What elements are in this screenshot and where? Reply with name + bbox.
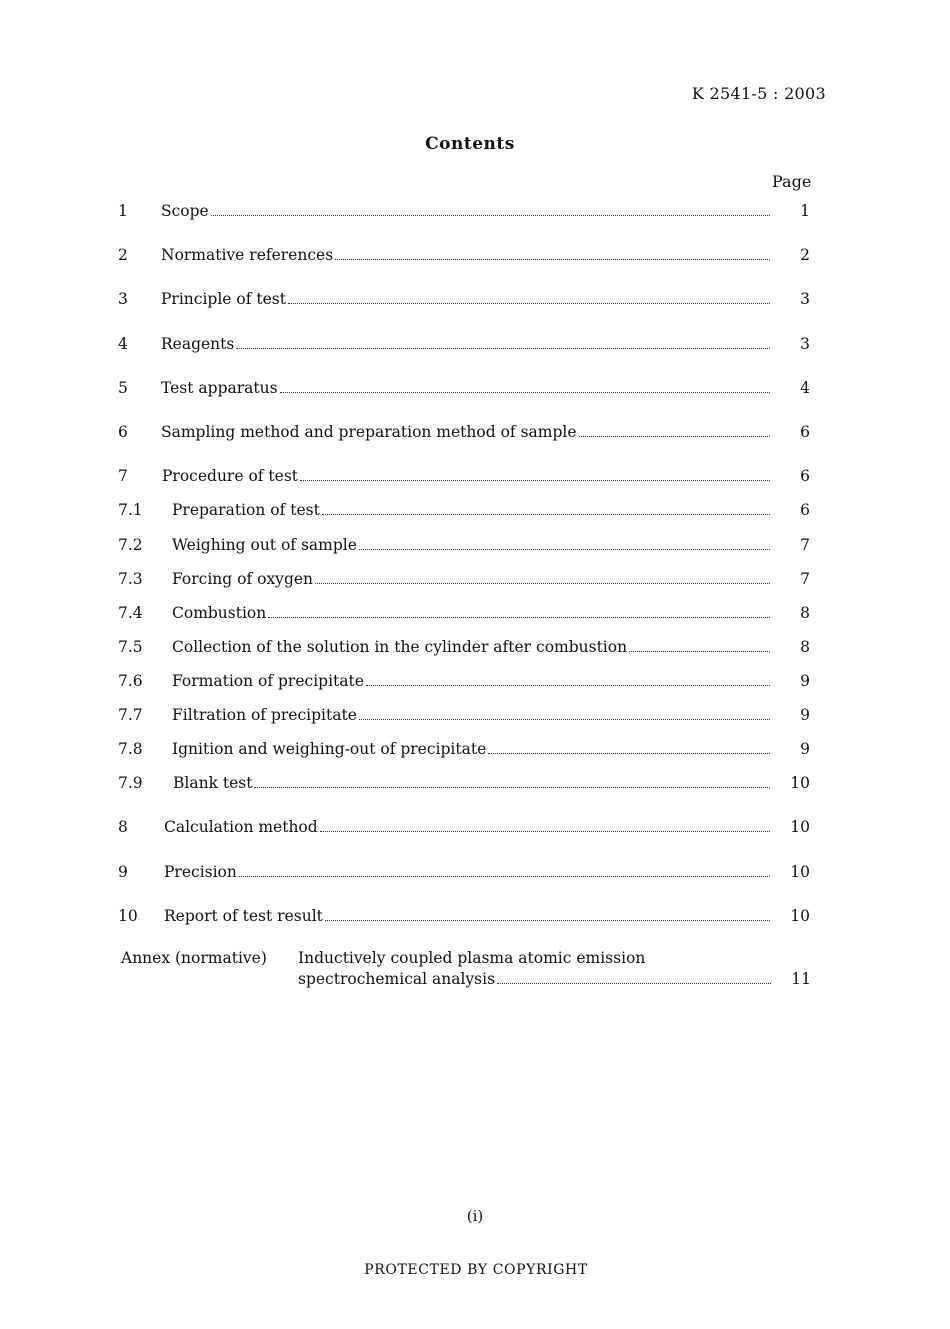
toc-entry-label: Scope (161, 202, 209, 220)
toc-entry[interactable] (118, 738, 810, 760)
dot-leader (335, 259, 770, 260)
toc-entry-number: 8 (118, 818, 128, 836)
toc-entry-label: Ignition and weighing-out of precipitate (172, 740, 487, 758)
toc-entry-page: 9 (800, 740, 810, 758)
toc-entry-number: 7 (118, 467, 128, 485)
toc-entry-number: 4 (118, 335, 128, 353)
toc-entry-label: Precision (164, 863, 237, 881)
toc-entry[interactable] (118, 636, 810, 658)
toc-entry-page: 7 (800, 536, 810, 554)
toc-entry-label: Collection of the solution in the cylinder after combustion (172, 638, 628, 656)
toc-entry[interactable] (118, 704, 810, 726)
dot-leader (211, 215, 770, 216)
toc-entry-label: Test apparatus (161, 379, 278, 397)
toc-entry-page: 10 (790, 863, 810, 881)
toc-entry-page: 10 (790, 907, 810, 925)
toc-entry-label: Calculation method (164, 818, 318, 836)
toc-entry[interactable] (118, 534, 810, 556)
toc-entry-number: 7.7 (118, 706, 143, 724)
toc-entry-number: 7.9 (118, 774, 143, 792)
toc-entry-label: Principle of test (161, 290, 286, 308)
toc-entry-label: Blank test (173, 774, 253, 792)
dot-leader (280, 392, 770, 393)
toc-entry-number: 7.4 (118, 604, 143, 622)
toc-entry-number: 7.6 (118, 672, 143, 690)
toc-entry-page: 8 (800, 638, 810, 656)
toc-entry-number: 7.2 (118, 536, 143, 554)
dot-leader (497, 983, 771, 984)
toc-entry-label: Preparation of test (172, 501, 320, 519)
toc-entry[interactable] (118, 288, 810, 310)
toc-entry[interactable] (118, 772, 810, 794)
toc-entry[interactable] (118, 200, 810, 222)
toc-entry-label: Combustion (172, 604, 267, 622)
toc-entry-page: 9 (800, 672, 810, 690)
dot-leader (320, 831, 770, 832)
toc-entry-page: 6 (800, 501, 810, 519)
toc-entry-page: 6 (800, 467, 810, 485)
contents-title: Contents (425, 134, 515, 154)
dot-leader (239, 876, 770, 877)
toc-entry[interactable] (118, 421, 810, 443)
toc-entry-number: 3 (118, 290, 128, 308)
dot-leader (488, 753, 770, 754)
toc-entry-label: Filtration of precipitate (172, 706, 357, 724)
toc-entry-page: 10 (790, 818, 810, 836)
dot-leader (325, 920, 770, 921)
toc-entry-page: 3 (800, 290, 810, 308)
toc-entry-label: Weighing out of sample (172, 536, 357, 554)
dot-leader (629, 651, 770, 652)
toc-entry-label: Reagents (161, 335, 235, 353)
copyright-notice: PROTECTED BY COPYRIGHT (364, 1262, 588, 1278)
toc-entry-label: Normative references (161, 246, 334, 264)
toc-entry-page: 6 (800, 423, 810, 441)
dot-leader (366, 685, 770, 686)
toc-entry-label: Formation of precipitate (172, 672, 364, 690)
annex-label: Annex (normative) (121, 949, 267, 967)
toc-entry[interactable] (118, 861, 810, 883)
toc-entry-number: 9 (118, 863, 128, 881)
toc-entry[interactable] (118, 465, 810, 487)
page-number: (i) (466, 1207, 484, 1225)
dot-leader (288, 303, 770, 304)
toc-entry-page: 4 (800, 379, 810, 397)
toc-entry-number: 2 (118, 246, 128, 264)
toc-entry[interactable] (118, 568, 810, 590)
toc-entry[interactable] (118, 905, 810, 927)
toc-entry-number: 5 (118, 379, 128, 397)
toc-entry-label: Procedure of test (162, 467, 299, 485)
toc-entry[interactable] (118, 670, 810, 692)
dot-leader (579, 436, 770, 437)
toc-entry-page: 3 (800, 335, 810, 353)
toc-entry-label: Report of test result (164, 907, 323, 925)
document-id: K 2541-5 : 2003 (691, 84, 826, 103)
dot-leader (300, 480, 770, 481)
dot-leader (315, 583, 770, 584)
dot-leader (236, 348, 770, 349)
toc-entry-page: 9 (800, 706, 810, 724)
toc-entry-page: 7 (800, 570, 810, 588)
dot-leader (359, 719, 770, 720)
toc-entry[interactable] (118, 816, 810, 838)
dot-leader (322, 514, 770, 515)
toc-entry-label: Forcing of oxygen (172, 570, 314, 588)
toc-entry-label: Sampling method and preparation method of sample (161, 423, 577, 441)
toc-entry-page: 8 (800, 604, 810, 622)
toc-entry-number: 1 (118, 202, 128, 220)
toc-entry-number: 10 (118, 907, 138, 925)
annex-title-line1: Inductively coupled plasma atomic emission (298, 949, 646, 967)
toc-entry-page: 2 (800, 246, 810, 264)
dot-leader (268, 617, 770, 618)
toc-entry[interactable] (118, 377, 810, 399)
toc-entry-number: 7.8 (118, 740, 143, 758)
toc-entry[interactable] (118, 499, 810, 521)
toc-entry[interactable] (118, 244, 810, 266)
toc-entry[interactable] (118, 602, 810, 624)
toc-entry-number: 7.1 (118, 501, 143, 519)
toc-entry-number: 7.5 (118, 638, 143, 656)
dot-leader (254, 787, 770, 788)
toc-entry-page: 1 (800, 202, 810, 220)
page-column-heading: Page (772, 172, 812, 191)
toc-entry[interactable] (118, 333, 810, 355)
toc-entry-page: 10 (790, 774, 810, 792)
annex-title-line2: spectrochemical analysis (298, 970, 496, 988)
annex-page: 11 (791, 970, 811, 988)
toc-entry-number: 7.3 (118, 570, 143, 588)
toc-entry-number: 6 (118, 423, 128, 441)
dot-leader (359, 549, 770, 550)
